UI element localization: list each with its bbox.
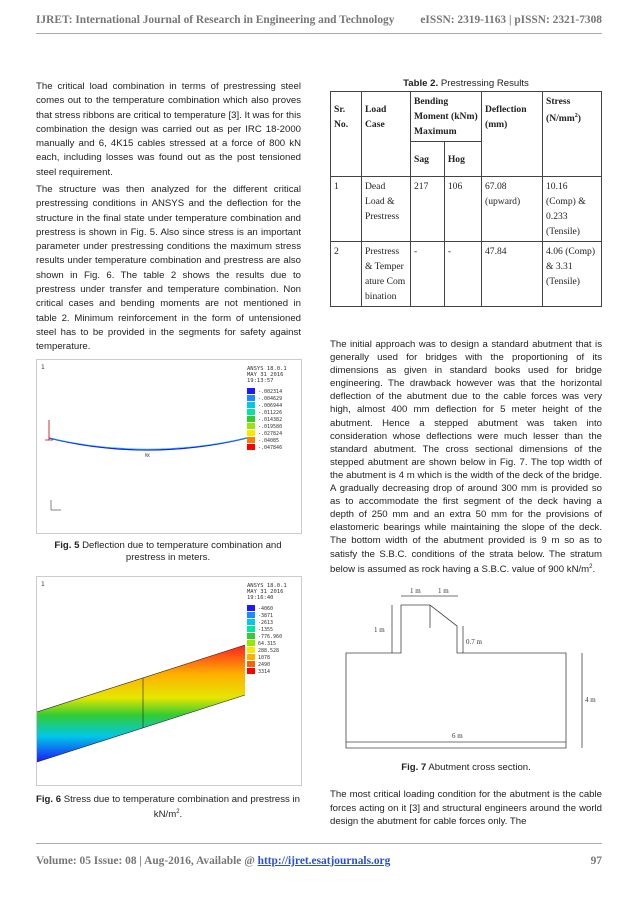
fig6-ansys-date: MAY 31 2016 [247, 589, 284, 595]
fig6-ansys-title: ANSYS 18.0.1 [247, 583, 287, 589]
figure-7-caption [330, 762, 602, 774]
fig6-legend-label: -1355 [258, 627, 274, 633]
fig5-legend-label: -.04085 [258, 438, 280, 444]
table-header-row [331, 92, 602, 142]
fig5-ansys-title: ANSYS 18.0.1 [247, 366, 287, 372]
dim-left: 1 m [374, 626, 385, 634]
header-sag: Sag [411, 142, 445, 177]
svg-text:MX: MX [145, 453, 150, 458]
header-sr-no: Sr. No. [331, 92, 362, 177]
fig5-legend-label: -.006944 [258, 403, 283, 409]
fig5-legend-swatch [247, 388, 255, 394]
dim-step: 0.7 m [466, 638, 482, 646]
fig6-legend-label: -2613 [258, 620, 274, 626]
row2-sag: - [411, 242, 445, 307]
row2-hog: - [444, 242, 481, 307]
dim-height: 4 m [585, 696, 596, 704]
fig5-legend-label: -.011226 [258, 410, 283, 416]
fig6-caption-sup: 2 [176, 809, 180, 815]
row1-sr: 1 [331, 177, 362, 242]
fig5-legend-label: -.047846 [258, 445, 283, 451]
fig6-legend-label: 3314 [258, 669, 271, 675]
issn: eISSN: 2319-1163 | pISSN: 2321-7308 [420, 14, 602, 26]
header-stress-sup: 2 [574, 113, 578, 119]
fig6-legend-label: -4060 [258, 606, 274, 612]
triad [51, 500, 61, 510]
header-stress [543, 92, 602, 177]
fig5-legend-swatch [247, 416, 255, 422]
fig6-legend-label: -3871 [258, 613, 274, 619]
header-deflection: Deflection (mm) [482, 92, 543, 177]
row2-deflection: 47.84 [482, 242, 543, 307]
fig7-label: Fig. 7 [401, 762, 427, 773]
stress-plot-svg [37, 577, 301, 785]
table-row [331, 242, 602, 307]
fig6-legend-label: 64.315 [258, 641, 277, 647]
fig5-legend-label: -.014382 [258, 417, 283, 423]
row1-hog: 106 [444, 177, 481, 242]
right-paragraph-1 [330, 338, 602, 576]
right-paragraph-1-end: . [592, 563, 596, 575]
left-paragraph-2: The structure was then analyzed for the different critical prestressing conditions in ANSYS and the deflection for the structure in the final state under temperature combination and prestress is shown in Fig. 5. Also since stress is an important parameter under prestressing conditions the maximum stress results under temperature combination and prestress are also shown in Fig. 6. The table 2 shows the results due to prestress under transfer and temperature combination. Non critical cases and bending moments are not mentioned in table 2. Minimum reinforcement in the form of untensioned steel has to be provided in the segments for safety against temperature. [36, 184, 301, 353]
fig5-legend-label: -.019580 [258, 424, 283, 430]
row2-sr: 2 [331, 242, 362, 307]
fig7-caption-text: Abutment cross section. [428, 762, 531, 773]
fig6-caption-end: . [179, 809, 183, 821]
table2-caption-text: Prestressing Results [440, 78, 529, 89]
row1-load: Dead Load & Prestress [362, 177, 411, 242]
fig5-caption-text: Deflection due to temperature combination and prestress in meters. [82, 540, 282, 563]
fig5-legend-label: -.027824 [258, 431, 283, 437]
fig5-legend-swatch [247, 395, 255, 401]
fig6-legend-label: -776.960 [258, 634, 283, 640]
fig6-ansys-time: 19:16:40 [247, 595, 274, 601]
figure-5-caption [36, 540, 300, 564]
row2-load: Prestress & Temperature Combination [362, 242, 411, 307]
journal-link[interactable]: http://ijret.esatjournals.org [257, 855, 391, 867]
fig6-legend-swatch [247, 605, 255, 611]
fig6-legend-swatch [247, 640, 255, 646]
fig6-legend-swatch [247, 612, 255, 618]
header-stress-end: ) [577, 113, 581, 125]
fig5-legend-label: -.002314 [258, 389, 283, 395]
row1-deflection: 67.08 (upward) [482, 177, 543, 242]
fig5-legend-label: -.004629 [258, 396, 283, 402]
stress-contour-band [37, 645, 245, 762]
fig6-legend-swatch [247, 647, 255, 653]
deflection-plot-svg [37, 360, 301, 533]
fig6-legend-swatch [247, 626, 255, 632]
header-bending-moment: Bending Moment (kNm) Maximum [411, 92, 482, 142]
support-marker [45, 420, 53, 440]
figure-7-abutment-section [330, 580, 602, 752]
prestressing-results-table [330, 91, 602, 307]
header-hog: Hog [444, 142, 481, 177]
journal-title: IJRET: International Journal of Research in Engineering and Technology [36, 14, 395, 26]
fig5-ansys-date: MAY 31 2016 [247, 372, 284, 378]
fig5-legend-swatch [247, 444, 255, 450]
right-paragraph-1-text: The initial approach was to design a standard abutment that is generally used for bridges with the proportioning of its dimensions as given in standard books used for bridge engineering. The drawback however was that the horizontal deflection of the abutment due to the cable forces was very high, almost 400 mm deflection for 5 meter height of the abutment. Hence a stepped abutment was taken into consideration whose deflections were much lesser than the standard abutment. The cross sectional dimensions of the stepped abutment are shown below in Fig. 7. The top width of the abutment is 4 m which is the width of the deck of the bridge. A gradually decreasing drop of around 300 mm is provided so as to accommodate the first segment of the deck having a depth of 250 mm and an extra 50 mm for the provisions of elastomeric bearings while maintaining the slope of the deck. The bottom width of the abutment provided is 9 m so as to satisfy the S.B.C. conditions of the strata below. The stratum below is assumed as rock having a S.B.C. value of 900 kN/m [330, 339, 602, 575]
fig6-legend-label: 2490 [258, 662, 271, 668]
svg-text:1: 1 [41, 364, 45, 371]
fig6-legend-swatch [247, 619, 255, 625]
figure-6-stress-plot [36, 576, 302, 786]
fig5-legend-swatch [247, 437, 255, 443]
fig6-legend-swatch [247, 654, 255, 660]
svg-text:1: 1 [41, 581, 45, 588]
page-number: 97 [590, 855, 602, 867]
fig6-legend-swatch [247, 661, 255, 667]
dim-bottom: 6 m [452, 732, 463, 740]
fig6-label: Fig. 6 [36, 794, 62, 805]
right-paragraph-2: The most critical loading condition for the abutment is the cable forces acting on it [3] and structural engineers around the world design the abutment for cable forces only. The [330, 789, 602, 827]
fig5-legend-swatch [247, 423, 255, 429]
fig5-legend-swatch [247, 430, 255, 436]
fig6-legend-swatch [247, 633, 255, 639]
deflected-shape-overlay [49, 438, 247, 449]
row2-stress: 4.06 (Comp) & 3.31 (Tensile) [543, 242, 602, 307]
dim-top-2: 1 m [438, 587, 449, 595]
left-paragraph-1: The critical load combination in terms of prestressing steel comes out to the temperature combination which also proves that stress ribbons are critical to temperature [3]. It was for this combination the design was carried out as per IRC 18-2000 manually and 6, 4K15 cables stressed at a force of 800 kN each, including losses was found out as the post tensioned steel requirement. [36, 81, 301, 178]
deflected-shape-line [49, 438, 247, 450]
table2-label: Table 2. [403, 78, 439, 89]
fig6-legend-swatch [247, 668, 255, 674]
header-load-case: Load Case [362, 92, 411, 177]
figure-6-caption [36, 794, 300, 821]
row1-sag: 217 [411, 177, 445, 242]
table-row [331, 177, 602, 242]
page-footer [36, 855, 602, 867]
fig5-label: Fig. 5 [54, 540, 80, 551]
footer-rule [36, 843, 602, 844]
figure-5-deflection-plot [36, 359, 302, 534]
fig6-legend-label: 288.528 [258, 648, 280, 654]
footer-volume-text: Volume: 05 Issue: 08 | Aug-2016, Available @ [36, 855, 258, 867]
row1-stress: 10.16 (Comp) & 0.233 (Tensile) [543, 177, 602, 242]
table-2-caption [330, 78, 602, 90]
right-paragraph-1-sup: 2 [589, 563, 593, 570]
fig5-ansys-time: 19:13:57 [247, 378, 274, 384]
fig5-legend-swatch [247, 402, 255, 408]
abutment-drawing-svg [330, 580, 602, 752]
fig5-legend-swatch [247, 409, 255, 415]
fig6-legend-label: 1078 [258, 655, 271, 661]
header-rule [36, 33, 602, 34]
page-header [36, 14, 602, 26]
footer-volume [36, 855, 390, 867]
header-stress-text: Stress (N/mm [546, 96, 575, 125]
dim-top-1: 1 m [410, 587, 421, 595]
fig6-caption-text: Stress due to temperature combination and prestress in kN/m [63, 794, 300, 821]
